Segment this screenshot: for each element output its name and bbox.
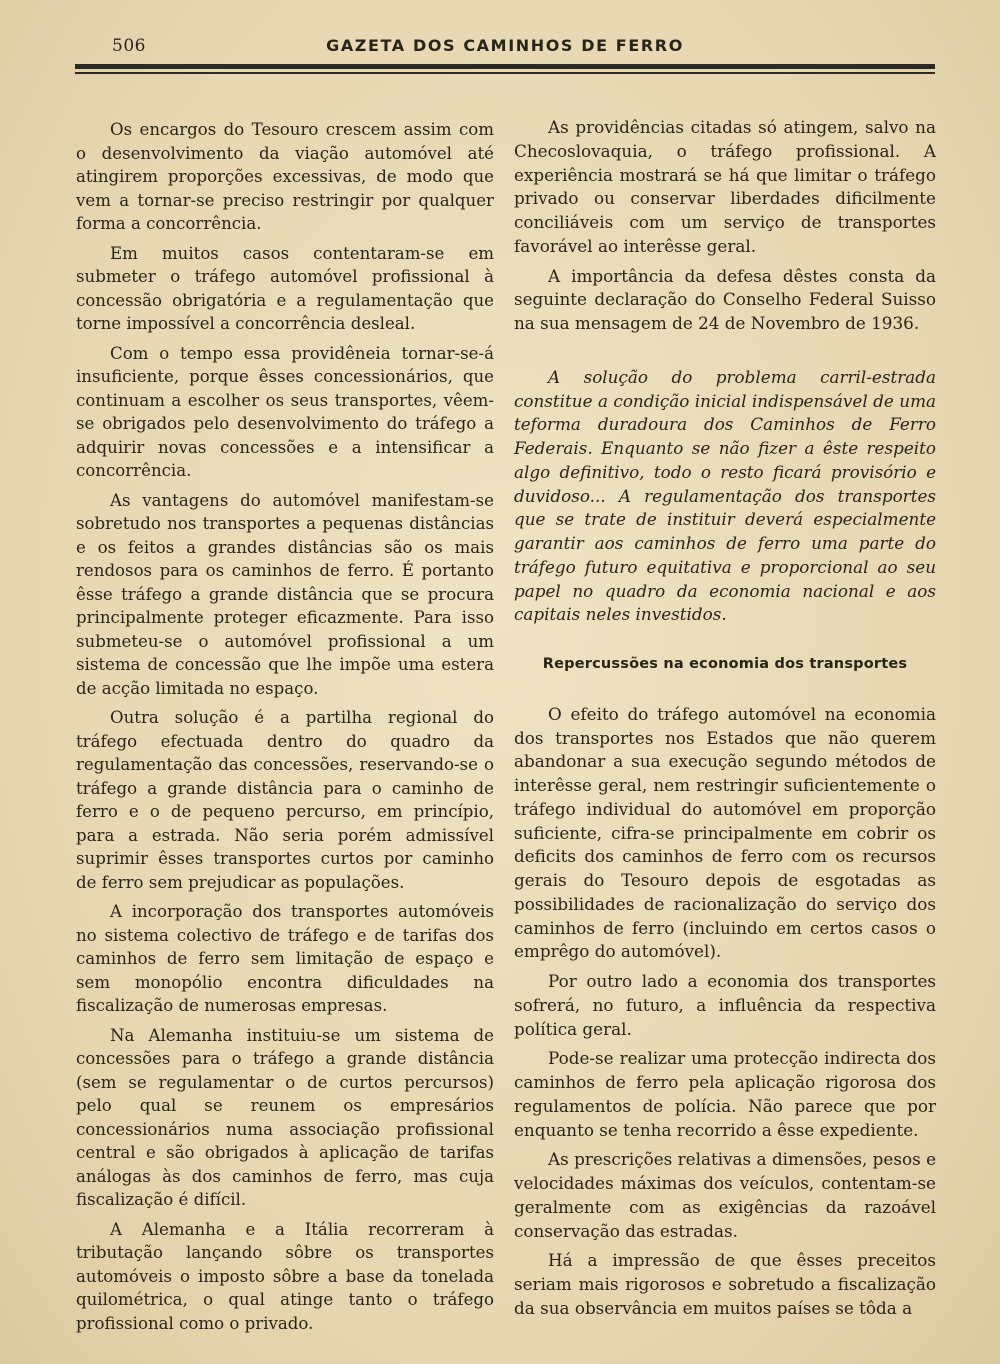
paragraph: O efeito do tráfego automóvel na economia dos transportes nos Estados que não querem abandonar a sua execução segundo métodos de interêsse geral, nem restringir suficientemente o tráfego individual do automóvel em proporção suficiente, cifra-se principalmente em cobrir os deficits dos caminhos de ferro com os recursos gerais do Tesouro depois de esgotadas as possibilidades de racionalização do serviço dos caminhos de ferro (incluindo em certos casos o emprêgo do automóvel).: [514, 703, 936, 962]
paragraph: A Alemanha e a Itália recorreram à tributação lançando sôbre os transportes automóveis o imposto sôbre a base da tonelada quilométrica, o qual atinge tanto o tráfego profissional como o privado.: [76, 1219, 494, 1333]
paragraph: Outra solução é a partilha regional do tráfego efectuada dentro do quadro da regulamentação das concessões, reservando-se o tráfego a grande distância para o caminho de ferro e o de pequeno percurso, em princípio, para a estrada. Não seria porém admissível suprimir êsses transportes curtos por caminho de ferro sem prejudicar as populações.: [76, 708, 494, 892]
left-column: [76, 118, 494, 1341]
paragraph: As prescrições relativas a dimensões, pesos e velocidades máximas dos veículos, contentam-se geralmente com as exigências da razoável conservação das estradas.: [514, 1149, 936, 1241]
paragraph: A importância da defesa dêstes consta da seguinte declaração do Conselho Federal Suisso na sua mensagem de 24 de Novembro de 1936.: [514, 265, 936, 333]
paragraph: As vantagens do automóvel manifestam-se sobretudo nos transportes a pequenas distâncias e os feitos a grandes distâncias são os mais rendosos para os caminhos de ferro. É portanto êsse tráfego a grande distância que se procura principalmente proteger eficazmente. Para isso submeteu-se o automóvel profissional a um sistema de concessão que lhe impõe uma estera de acção limitada no espaço.: [76, 490, 494, 698]
header-rule-thin: [75, 72, 935, 74]
paragraph: Em muitos casos contentaram-se em submeter o tráfego automóvel profissional à concessão obrigatória e a regulamentação que torne impossível a concorrência desleal.: [76, 243, 494, 333]
paragraph: Há a impressão de que êsses preceitos seriam mais rigorosos e sobretudo a fiscalização da sua observância em muitos países se tôda a: [514, 1250, 936, 1318]
block-quote: A solução do problema carril-estrada constitue a condição inicial indispensável de uma teforma duradoura dos Caminhos de Ferro Federais. Enquanto se não fizer a êste respeito algo definitivo, todo o resto ficará provisório e duvidoso... A regulamentação dos transportes que se trate de instituir deverá especialmente garantir aos caminhos de ferro uma parte do tráfego futuro equitativa e proporcional ao seu papel no quadro da economia nacional e aos capitais neles investidos.: [514, 366, 936, 625]
right-column: [514, 116, 936, 1327]
page-number: 506: [112, 36, 146, 56]
paragraph: Por outro lado a economia dos transportes sofrerá, no futuro, a influência da respectiva política geral.: [514, 971, 936, 1039]
paragraph: A incorporação dos transportes automóveis no sistema colectivo de tráfego e de tarifas dos caminhos de ferro sem limitação de espaço e sem monopólio encontra dificuldades na fiscalização de numerosas empresas.: [76, 902, 494, 1015]
header-rule-thick: [75, 64, 935, 69]
paragraph: Com o tempo essa providêneia tornar-se-á insuficiente, porque êsses concessionários, que continuam a escolher os seus transportes, vêem-se obrigados pelo desenvolvimento do tráfego a adquirir novas concessões e a intensificar a concorrência.: [76, 343, 494, 480]
paragraph: As providências citadas só atingem, salvo na Checoslovaquia, o tráfego profissional. A experiência mostrará se há que limitar o tráfego privado ou conservar liberdades dificilmente conciliáveis com um serviço de transportes favorável ao interêsse geral.: [514, 117, 936, 256]
paragraph: Os encargos do Tesouro crescem assim com o desenvolvimento da viação automóvel até atingirem proporções excessivas, de modo que vem a tornar-se preciso restringir por qualquer forma a concorrência.: [76, 120, 494, 233]
journal-title: GAZETA DOS CAMINHOS DE FERRO: [326, 36, 684, 55]
paragraph: Na Alemanha instituiu-se um sistema de concessões para o tráfego a grande distância (sem se regulamentar o de curtos percursos) pelo qual se reunem os empresários concessionários numa associação profissional central e são obrigados à aplicação de tarifas análogas às dos caminhos de ferro, mas cuja fiscalização é difícil.: [76, 1025, 494, 1209]
paragraph: Pode-se realizar uma protecção indirecta dos caminhos de ferro pela aplicação rigorosa dos regulamentos de polícia. Não parece que por enquanto se tenha recorrido a êsse expediente.: [514, 1048, 936, 1140]
section-heading: Repercussões na economia dos transportes: [542, 656, 908, 672]
page-header: [75, 36, 935, 60]
